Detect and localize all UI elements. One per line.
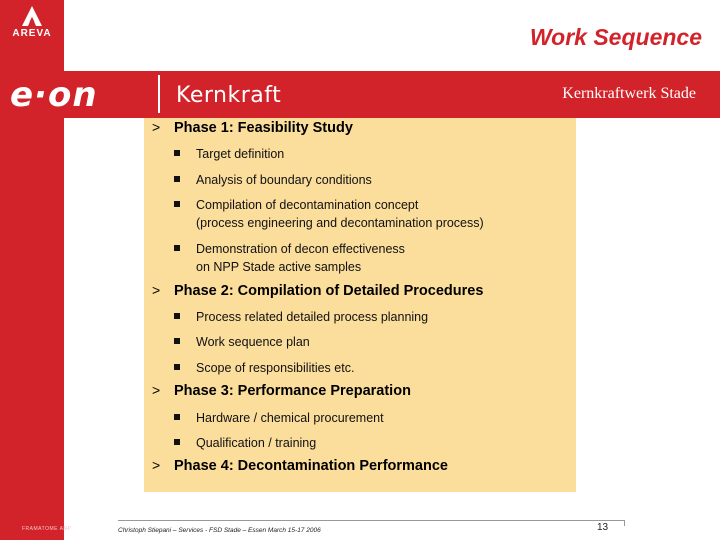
phase-marker: > [152, 119, 161, 135]
phase-heading [152, 282, 483, 299]
bullet-item [174, 171, 372, 189]
bullet-text: Target definition [196, 147, 285, 161]
bullet-square-icon [174, 364, 180, 370]
phase-marker: > [152, 282, 161, 298]
bullet-item [174, 409, 384, 427]
bullet-square-icon [174, 201, 180, 207]
bullet-text: on NPP Stade active samples [196, 260, 362, 274]
bullet-square-icon [174, 245, 180, 251]
phase-label: Phase 3: Performance Preparation [174, 383, 411, 399]
division-name: Kernkraft [176, 83, 282, 108]
footer-brand: FRAMATOME ANP [22, 526, 72, 532]
footer-divider-tick [624, 520, 625, 526]
bullet-text: Hardware / chemical procurement [196, 411, 384, 425]
bullet-text: (process engineering and decontamination process) [196, 216, 484, 230]
bullet-item [174, 308, 428, 326]
eon-banner [0, 71, 720, 118]
bullet-square-icon [174, 313, 180, 319]
phase-label: Phase 1: Feasibility Study [174, 120, 353, 136]
phase-marker: > [152, 457, 161, 473]
areva-logo-text: AREVA [12, 28, 52, 39]
phase-heading [152, 382, 411, 399]
bullet-text: Scope of responsibilities etc. [196, 361, 355, 375]
bullet-square-icon [174, 439, 180, 445]
eon-logo-text: e·on [10, 77, 98, 113]
bullet-item [174, 359, 354, 377]
areva-mark-icon [22, 6, 42, 26]
areva-logo [4, 6, 60, 42]
bullet-square-icon [174, 414, 180, 420]
plant-name: Kernkraftwerk Stade [562, 85, 696, 102]
bullet-item [174, 333, 310, 351]
footer-text: Christoph Stiepani – Services - FSD Stade – Essen March 15-17 2006 [118, 527, 321, 534]
bullet-item [174, 434, 316, 452]
page-number: 13 [597, 522, 609, 533]
phase-label: Phase 2: Compilation of Detailed Procedures [174, 283, 484, 299]
phase-heading [152, 457, 448, 474]
bullet-text: Work sequence plan [196, 335, 310, 349]
bullet-item [174, 240, 405, 276]
bullet-text: Compilation of decontamination concept [196, 198, 419, 212]
phase-heading [152, 119, 353, 136]
bullet-item [174, 196, 484, 232]
bullet-text: Demonstration of decon effectiveness [196, 242, 405, 256]
bullet-text: Process related detailed process planning [196, 310, 429, 324]
banner-divider [158, 75, 160, 113]
bullet-item [174, 145, 284, 163]
phase-marker: > [152, 382, 161, 398]
footer-divider [118, 520, 624, 521]
page-title: Work Sequence [529, 24, 702, 50]
bullet-square-icon [174, 176, 180, 182]
bullet-square-icon [174, 150, 180, 156]
bullet-text: Analysis of boundary conditions [196, 173, 372, 187]
bullet-square-icon [174, 338, 180, 344]
phase-label: Phase 4: Decontamination Performance [174, 458, 448, 474]
eon-logo [8, 77, 148, 113]
bullet-text: Qualification / training [196, 436, 317, 450]
